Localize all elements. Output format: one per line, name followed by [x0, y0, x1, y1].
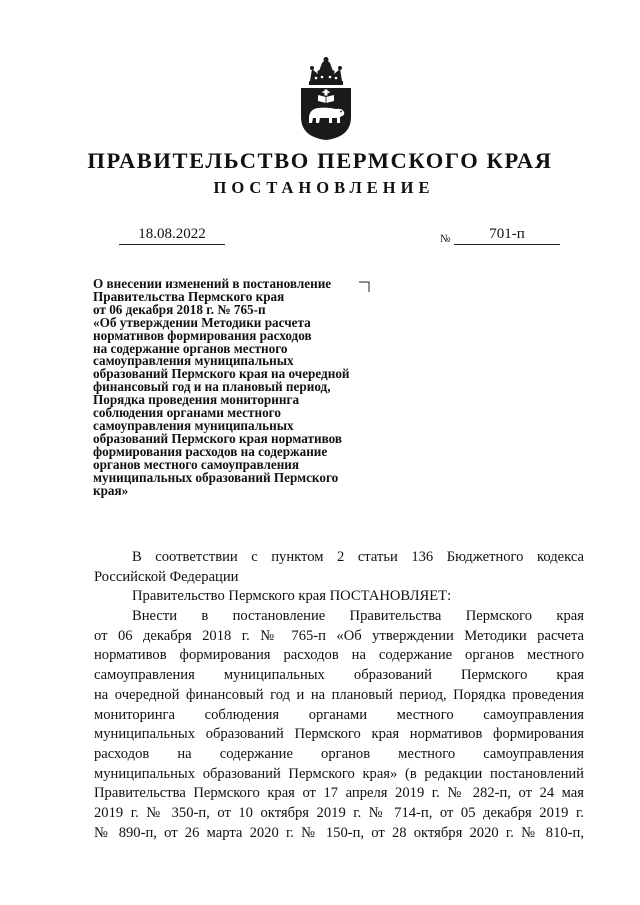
subject-line: самоуправления муниципальных	[93, 417, 294, 433]
number-sign: №	[440, 233, 451, 245]
subject-line: органов местного самоуправления	[93, 456, 300, 472]
government-title: ПРАВИТЕЛЬСТВО ПЕРМСКОГО КРАЯ	[87, 148, 553, 173]
body-line: на очередной финансовый год и на плановый период, Порядка проведения	[94, 686, 584, 703]
body-line: Российской Федерации	[94, 568, 239, 585]
body-line: Правительство Пермского края ПОСТАНОВЛЯЕТ:	[132, 588, 452, 605]
subject-line: соблюдения органами местного	[93, 405, 281, 421]
subject-line: финансовый год и на плановый период,	[93, 379, 331, 395]
body-line: расходов на содержание органов местного самоуправления	[94, 745, 584, 762]
document-body	[94, 548, 584, 843]
subject-line: края»	[93, 482, 129, 498]
body-line: 2019 г. № 350-п, от 10 октября 2019 г. № 714-п, от 05 декабря 2019 г.	[94, 804, 584, 821]
subject-line: от 06 декабря 2018 г. № 765-п	[93, 301, 266, 317]
body-line: от 06 декабря 2018 г. № 765-п «Об утверждении Методики расчета	[94, 627, 584, 644]
corner-bracket-icon	[358, 281, 370, 293]
subject-line: муниципальных образований Пермского	[93, 469, 339, 485]
body-line: муниципальных образований Пермского края нормативов формирования	[94, 726, 584, 743]
subject-line: на содержание органов местного	[93, 340, 288, 356]
subject-line: нормативов формирования расходов	[93, 327, 312, 343]
body-line: нормативов формирования расходов на содержание органов местного	[94, 647, 584, 664]
body-line: № 890-п, от 26 марта 2020 г. № 150-п, от 28 октября 2020 г. № 810-п,	[94, 824, 584, 841]
body-line: В соответствии с пунктом 2 статьи 136 Бюджетного кодекса	[132, 549, 584, 565]
subject-line: самоуправления муниципальных	[93, 353, 294, 369]
document-type-title: ПОСТАНОВЛЕНИЕ	[213, 178, 435, 197]
subject-line: Порядка проведения мониторинга	[93, 392, 300, 408]
subject-line: образований Пермского края на очередной	[93, 366, 350, 382]
document-subject	[93, 278, 403, 497]
body-line: самоуправления муниципальных образований Пермского края	[94, 667, 584, 684]
document-number-field	[440, 224, 562, 246]
subject-line: образований Пермского края нормативов	[93, 430, 342, 446]
subject-line: формирования расходов на содержание	[93, 443, 328, 459]
body-line: Внести в постановление Правительства Пермского края	[132, 608, 584, 625]
subject-line: «Об утверждении Методики расчета	[93, 314, 311, 330]
coat-of-arms-emblem-icon	[298, 57, 354, 141]
subject-line: О внесении изменений в постановление	[93, 276, 332, 291]
body-line: мониторинга соблюдения органами местного самоуправления	[94, 706, 584, 723]
document-date: 18.08.2022	[119, 224, 225, 245]
document-number: 701-п	[454, 224, 560, 245]
subject-line: Правительства Пермского края	[93, 288, 285, 304]
body-line: муниципальных образований Пермского края» (в редакции постановлений	[94, 765, 584, 782]
body-line: Правительства Пермского края от 17 апреля 2019 г. № 282-п, от 24 мая	[94, 785, 584, 802]
